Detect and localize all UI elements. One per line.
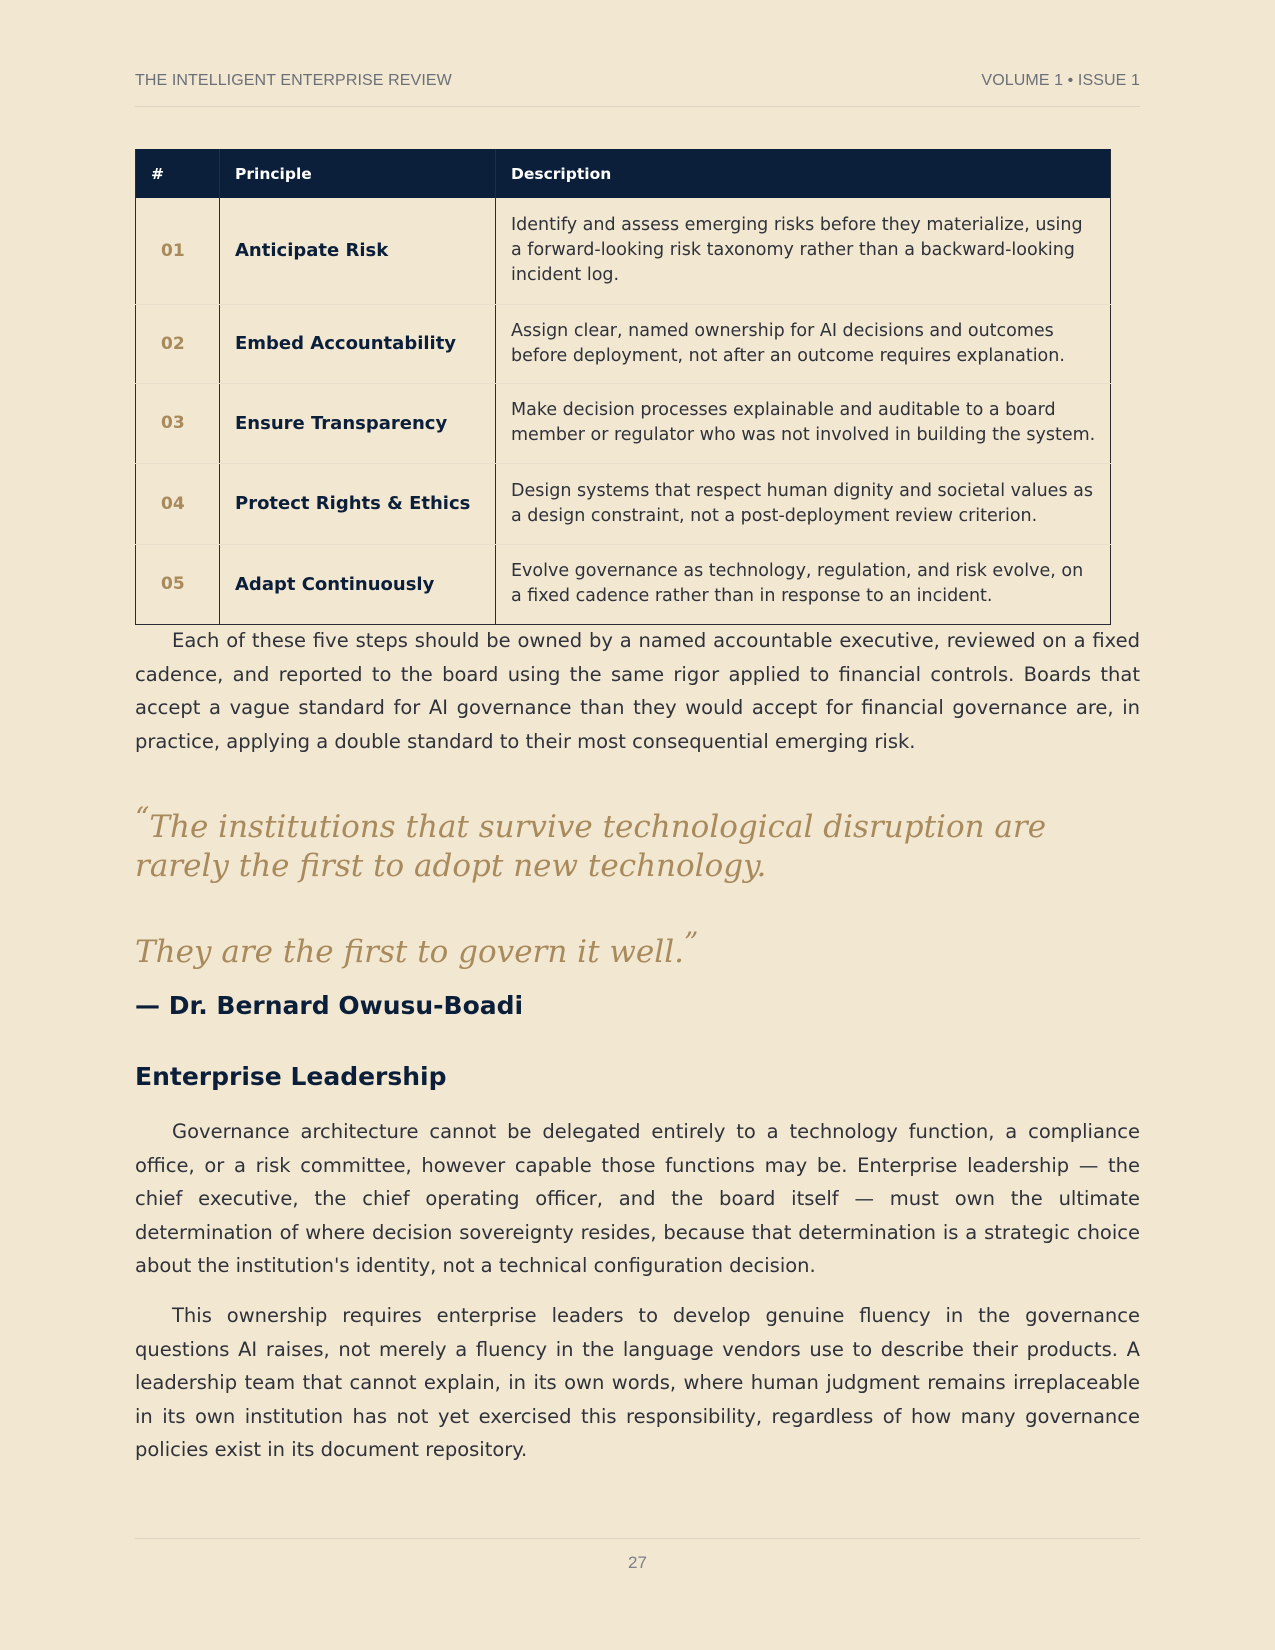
table-row: [136, 198, 1111, 304]
principle-description: Identify and assess emerging risks before they materialize, using a forward-looking risk taxonomy rather than a backward-looking incident log.: [496, 198, 1111, 304]
column-header-principle: Principle: [220, 149, 496, 198]
quote-text-2: They are the first to govern it well.: [135, 934, 684, 970]
issue-label: VOLUME 1 • ISSUE 1: [981, 72, 1140, 89]
principle-description: Assign clear, named ownership for AI decisions and outcomes before deployment, not after an outcome requires explanation.: [496, 304, 1111, 383]
section-heading: Enterprise Leadership: [135, 1062, 447, 1091]
principle-name: Ensure Transparency: [220, 383, 496, 463]
page-number: 27: [628, 1553, 647, 1572]
quote-line-2: [135, 923, 1140, 972]
principles-table: [135, 149, 1111, 625]
pull-quote: [135, 798, 1140, 972]
principle-description: Design systems that respect human dignity and societal values as a design constraint, not a post-deployment review criterion.: [496, 463, 1111, 544]
principle-name: Adapt Continuously: [220, 544, 496, 624]
table-row: [136, 544, 1111, 624]
close-quote-mark: ”: [683, 926, 699, 959]
principle-name: Anticipate Risk: [220, 198, 496, 304]
footer-rule: [135, 1538, 1140, 1539]
body-paragraph: This ownership requires enterprise leaders to develop genuine fluency in the governance questions AI raises, not merely a fluency in the language vendors use to describe their products. A leadership team that cannot explain, in its own words, where human judgment remains irreplaceable in its own institution has not yet exercised this responsibility, regardless of how many governance policies exist in its document repository.: [135, 1304, 1140, 1461]
quote-text-1: The institutions that survive technological disruption are rarely the first to adopt new technology.: [135, 809, 1047, 884]
table-row: [136, 383, 1111, 463]
table-header-row: [136, 149, 1111, 198]
principle-description: Make decision processes explainable and auditable to a board member or regulator who was not involved in building the system.: [496, 383, 1111, 463]
principle-number: 03: [136, 383, 220, 463]
table-row: [136, 463, 1111, 544]
principle-number: 02: [136, 304, 220, 383]
principle-number: 04: [136, 463, 220, 544]
principle-number: 01: [136, 198, 220, 304]
table-row: [136, 304, 1111, 383]
principle-number: 05: [136, 544, 220, 624]
quote-line-1: [135, 798, 1140, 886]
body-paragraph: Governance architecture cannot be delegated entirely to a technology function, a compliance office, or a risk committee, however capable those functions may be. Enterprise leadership — the chief executive, the chief operating officer, and the board itself — must own the ultimate determination of where decision sovereignty resides, because that determination is a strategic choice about the institution's identity, not a technical configuration decision.: [135, 1120, 1140, 1277]
quote-attribution: — Dr. Bernard Owusu-Boadi: [135, 991, 524, 1020]
column-header-number: #: [136, 149, 220, 198]
body-paragraph: Each of these five steps should be owned by a named accountable executive, reviewed on a fixed cadence, and reported to the board using the same rigor applied to financial controls. Boards that accept a vague standard for AI governance than they would accept for financial governance are, in practice, applying a double standard to their most consequential emerging risk.: [135, 629, 1140, 753]
principle-description: Evolve governance as technology, regulation, and risk evolve, on a fixed cadence rather than in response to an incident.: [496, 544, 1111, 624]
publication-title: THE INTELLIGENT ENTERPRISE REVIEW: [135, 72, 452, 89]
open-quote-mark: “: [135, 801, 150, 834]
running-header: [135, 72, 1140, 90]
principle-name: Embed Accountability: [220, 304, 496, 383]
column-header-description: Description: [496, 149, 1111, 198]
header-rule: [135, 106, 1140, 107]
principle-name: Protect Rights & Ethics: [220, 463, 496, 544]
